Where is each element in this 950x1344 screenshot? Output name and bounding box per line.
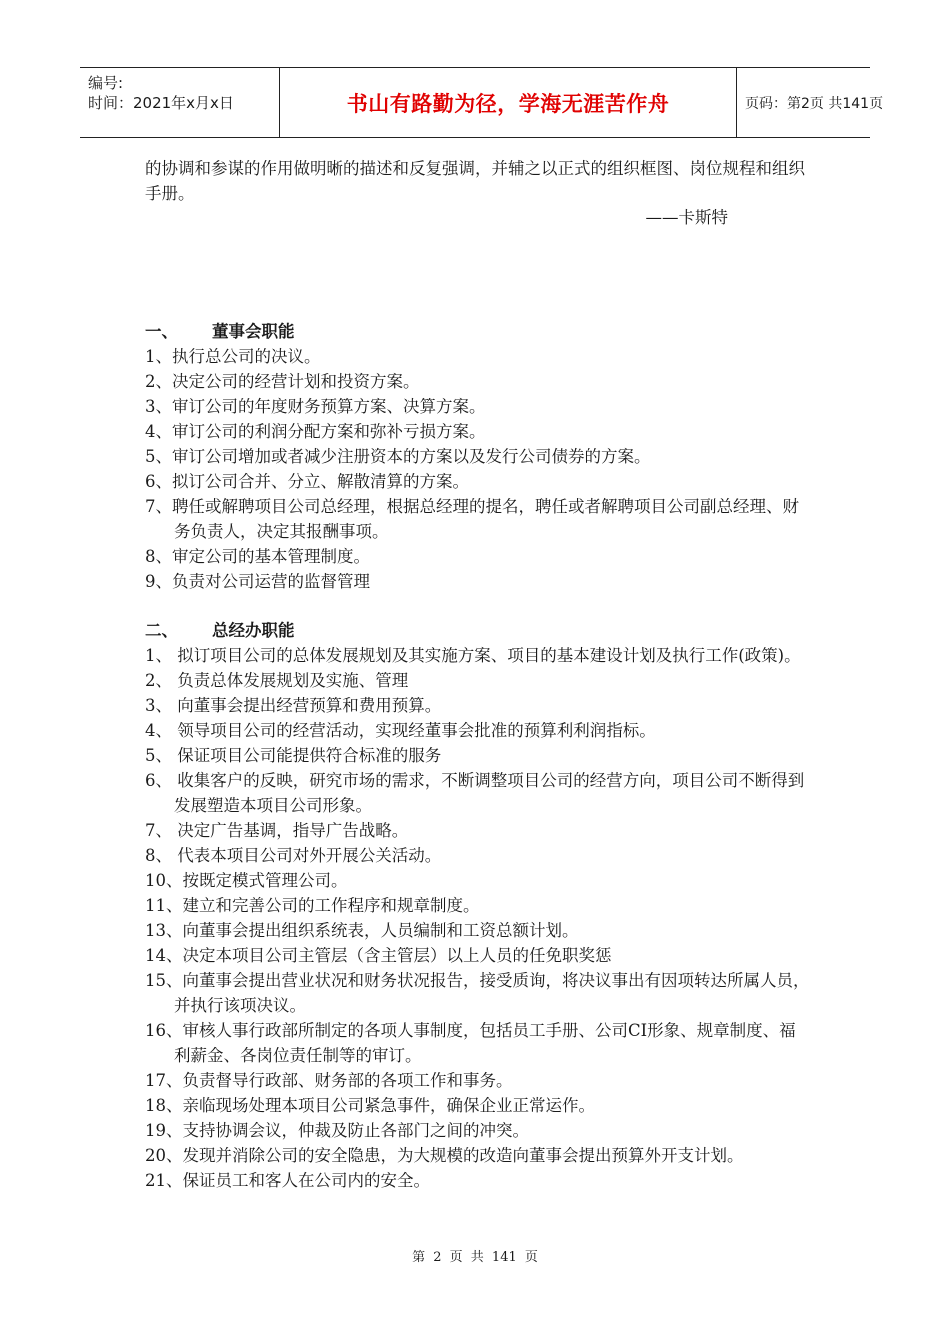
list-item: 9、负责对公司运营的监督管理 [145,572,370,591]
list-item: 14、决定本项目公司主管层（含主管层）以上人员的任免职奖惩 [145,946,612,965]
list-item: 3、 向董事会提出经营预算和费用预算。 [145,696,442,715]
document-number-label: 编号: [88,74,124,92]
section-title-text: 董事会职能 [212,322,295,341]
list-item: 8、 代表本项目公司对外开展公关活动。 [145,846,442,865]
list-item: 2、决定公司的经营计划和投资方案。 [145,372,420,391]
page-header [80,67,884,138]
list-item: 11、建立和完善公司的工作程序和规章制度。 [145,896,480,915]
header-meta-cell [80,68,280,137]
section-title-gm-office [145,618,810,643]
list-item: 16、审核人事行政部所制定的各项人事制度，包括员工手册、公司CI形象、规章制度、福利薪金、各岗位责任制等的审订。 [145,1021,796,1065]
intro-paragraph: 的协调和参谋的作用做明晰的描述和反复强调，并辅之以正式的组织框图、岗位规程和组织手册。 [145,159,805,203]
quote-attribution: ——卡斯特 [645,208,728,227]
list-item: 4、审订公司的利润分配方案和弥补亏损方案。 [145,422,486,441]
list-item: 5、审订公司增加或者减少注册资本的方案以及发行公司债券的方案。 [145,447,651,466]
list-item: 2、 负责总体发展规划及实施、管理 [145,671,409,690]
section-title-board [145,319,810,344]
list-item: 5、 保证项目公司能提供符合标准的服务 [145,746,442,765]
list-item: 18、亲临现场处理本项目公司紧急事件，确保企业正常运作。 [145,1096,595,1115]
list-item: 17、负责督导行政部、财务部的各项工作和事务。 [145,1071,513,1090]
list-item: 4、 领导项目公司的经营活动，实现经董事会批准的预算利利润指标。 [145,721,656,740]
list-item: 10、按既定模式管理公司。 [145,871,348,890]
list-item: 1、执行总公司的决议。 [145,347,321,366]
list-item: 7、 决定广告基调，指导广告战略。 [145,821,409,840]
document-body [145,156,810,1193]
list-item: 1、 拟订项目公司的总体发展规划及其实施方案、项目的基本建设计划及执行工作(政策)。 [145,646,801,665]
list-item: 15、向董事会提出营业状况和财务状况报告，接受质询，将决议事出有因项转达所属人员，并执行该项决议。 [145,971,810,1015]
header-motto-cell [280,68,737,137]
list-item: 20、发现并消除公司的安全隐患，为大规模的改造向董事会提出预算外开支计划。 [145,1146,744,1165]
header-page-info: 页码：第2页 共141页 [745,95,884,112]
section-number: 二、 [145,621,178,640]
list-item: 3、审订公司的年度财务预算方案、决算方案。 [145,397,486,416]
list-item: 19、支持协调会议，仲裁及防止各部门之间的冲突。 [145,1121,529,1140]
list-item: 21、保证员工和客人在公司内的安全。 [145,1171,430,1190]
document-date: 时间：2021年x月x日 [88,94,234,112]
section-number: 一、 [145,322,178,341]
header-page-cell [737,68,884,137]
list-item: 6、 收集客户的反映，研究市场的需求，不断调整项目公司的经营方向，项目公司不断得到发展塑造本项目公司形象。 [145,771,805,815]
list-item: 8、审定公司的基本管理制度。 [145,547,370,566]
page-footer: 第 2 页 共 141 页 [412,1250,538,1265]
list-item: 6、拟订公司合并、分立、解散清算的方案。 [145,472,469,491]
section-title-text: 总经办职能 [212,621,295,640]
header-motto: 书山有路勤为径，学海无涯苦作舟 [346,91,670,116]
list-item: 13、向董事会提出组织系统表，人员编制和工资总额计划。 [145,921,579,940]
list-item: 7、聘任或解聘项目公司总经理，根据总经理的提名，聘任或者解聘项目公司副总经理、财务负责人，决定其报酬事项。 [145,497,799,541]
